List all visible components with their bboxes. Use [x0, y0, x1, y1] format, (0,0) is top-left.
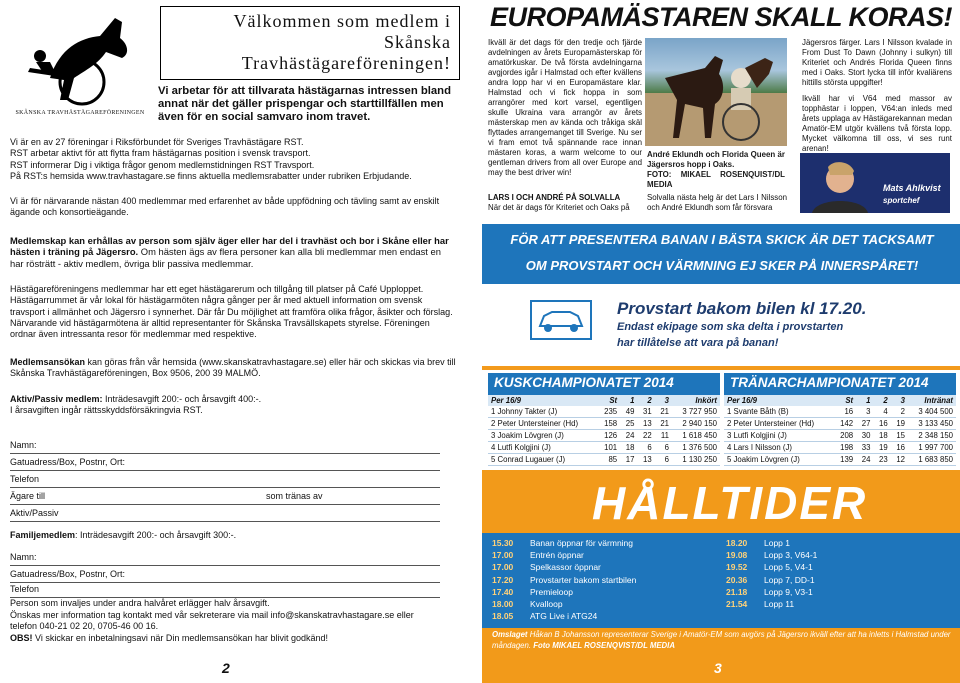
driver-championship-title: KUSKCHAMPIONATET 2014	[488, 373, 720, 395]
owners-room-paragraph: Hästägareföreningens medlemmar har ett eget hästägarerum och tillgång till platser på Café Upploppet. Hästägarrummet är vår lokal för hästägarmöten några gånger per år med aktuell information om svensk travsport i allmänhet och Jägersro i synnerhet. Där får Du möjlighet att framföra olika frågor, åsikter och förslag. Närvarande vid hästägarmötena är alltid representanter för Skånska Travsällskapets styrelse. Föreningen ordnar även intressanta resor för medlemmar med respektive.	[10, 284, 453, 340]
info-block	[10, 598, 456, 644]
rst-line: RST informerar Dig i viktiga frågor genom medlemstidningen RST Travsport.	[10, 159, 315, 170]
col-header: 3	[655, 395, 672, 406]
trainer-table	[724, 395, 956, 466]
table-row: 2 Peter Untersteiner (Hd) 142 27 16 19 3 133 450	[724, 418, 956, 430]
membership-paragraph	[10, 235, 456, 269]
application-bold: Medlemsansökan	[10, 357, 86, 367]
schedule-item: 17.00 Spelkassor öppnar	[492, 562, 601, 573]
rst-line: RST arbetar aktivt för att flytta fram hästägarnas position i svensk travsport.	[10, 148, 311, 159]
photo-caption: André Eklundh och Florida Queen är Jägersros hopp i Oaks. FOTO: MIKAEL ROSENQUIST/DL MEDIA	[647, 150, 785, 189]
col-header: Per 16/9	[724, 395, 834, 406]
schedule-item: 18.00 Kvalloop	[492, 599, 563, 610]
trainer-championship-title: TRÄNARCHAMPIONATET 2014	[724, 373, 956, 395]
family-bold: Familjemedlem	[10, 530, 76, 540]
schedule-left	[492, 537, 636, 622]
form-owner-field[interactable]: Ägare till som tränas av	[10, 491, 440, 505]
left-page	[0, 0, 462, 683]
article-column-2b: Solvalla nästa helg är det Lars I Nilsson och André Eklundh som får försvara	[647, 193, 787, 212]
obs-line: OBS! Vi skickar en inbetalningsavi när Din medlemsansökan har blivit godkänd!	[10, 632, 328, 643]
application-paragraph	[10, 357, 456, 380]
photo-credit: FOTO: MIKAEL ROSENQUIST/DL MEDIA	[647, 170, 785, 189]
table-row: 3 Joakim Lövgren (J) 126 24 22 11 1 618 450	[488, 430, 720, 442]
schedule-title: HÅLLTIDER	[592, 477, 868, 529]
form-trainer-label: som tränas av	[266, 491, 323, 501]
col-header: 3	[891, 395, 908, 406]
welcome-box	[160, 6, 460, 80]
driver-championship	[488, 373, 720, 466]
table-row: 5 Conrad Lugauer (J) 85 17 13 6 1 130 250	[488, 454, 720, 466]
col-header: 2	[873, 395, 890, 406]
schedule-item: 15.30 Banan öppnar för värmning	[492, 538, 634, 548]
col-header: 1	[620, 395, 637, 406]
col-header: Intränat	[908, 395, 956, 406]
schedule-item: 17.00 Entrén öppnar	[492, 550, 584, 561]
logo-caption: SKÅNSKA TRAVHÄSTÄGAREFÖRENINGEN	[15, 110, 145, 116]
schedule-item: 17.40 Premieloop	[492, 586, 573, 597]
provstart-sub-2: har tillåtelse att vara på banan!	[617, 337, 779, 349]
page-number-left: 2	[222, 660, 230, 676]
table-row: 1 Johnny Takter (J) 235 49 31 21 3 727 950	[488, 406, 720, 418]
membership-bold: Medlemskap kan erhållas av person som själv äger eller har del i travhäst och bor i Skåne eller har hästen i träning på Jägersro.	[10, 235, 449, 258]
schedule-item: 19.08 Lopp 3, V64-1	[726, 550, 818, 561]
article-column-1b: LARS I OCH ANDRÉ PÅ SOLVALLA När det är dags för Kriteriet och Oaks på	[488, 193, 642, 213]
schedule-item: 21.18 Lopp 9, V3-1	[726, 586, 813, 597]
schedule-right	[726, 537, 817, 610]
table-row: 3 Lutfi Kolgjini (J) 208 30 18 15 2 348 150	[724, 430, 956, 442]
provstart-sub-1: Endast ekipage som ska delta i provstarten	[617, 321, 844, 333]
form-active-passive-field[interactable]: Aktiv/Passiv	[10, 508, 440, 522]
membership-rest: Om hästen ägs av flera personer kan alla bli medlemmar men endast en har rösträtt - aktiv medlem, övriga blir passiva medlemmar.	[10, 246, 441, 269]
divider	[482, 366, 960, 370]
fee-paragraph	[10, 394, 456, 417]
info-line: Person som invaljes under andra halvåret erlägger halv årsavgift.	[10, 598, 270, 608]
welcome-line-2: Skånska	[384, 32, 451, 52]
table-row: 5 Joakim Lövgren (J) 139 24 23 12 1 683 850	[724, 454, 956, 466]
race-photo	[645, 38, 787, 146]
fee-bold: Aktiv/Passiv medlem:	[10, 394, 103, 404]
schedule-item: 19.52 Lopp 5, V4-1	[726, 562, 813, 573]
schedule-item: 17.20 Provstarter bakom startbilen	[492, 574, 637, 585]
portrait-name: Mats Ahlkvist	[883, 183, 941, 193]
portrait-role: sportchef	[883, 196, 920, 205]
fee-line-2: I årsavgiften ingår rättsskyddsförsäkringvia RST.	[10, 405, 203, 416]
banner-line-2: OM PROVSTART OCH VÄRMNING EJ SKER PÅ INNERSPÅRET!	[525, 258, 919, 273]
application-rest: kan göras från vår hemsida (www.skanskatravhastagare.se) eller här och skickas via brev till Skånska Travhästägareföreningen, Box 9506, 200 39 MALMÖ.	[10, 357, 456, 379]
cover-credit: Foto MIKAEL ROSENQVIST/DL MEDIA	[533, 640, 675, 650]
schedule-item: 18.05 ATG Live i ATG24	[492, 611, 598, 622]
banner-line-1: FÖR ATT PRESENTERA BANAN I BÄSTA SKICK ÄR DET TACKSAMT	[510, 232, 934, 247]
members-paragraph: Vi är för närvarande nästan 400 medlemmar med erfarenhet av både uppfödning och tävling samt av enskilt ägande och konsortieägande.	[10, 196, 440, 218]
schedule-item: 18.20 Lopp 1	[726, 538, 790, 548]
form2-address-field[interactable]: Gatuadress/Box, Postnr, Ort:	[10, 569, 440, 583]
pace-car-icon	[530, 300, 592, 340]
family-member-text	[10, 530, 236, 540]
page-number-right: 3	[714, 660, 722, 676]
intro-text: Vi arbetar för att tillvarata hästägarnas intressen bland annat när det gäller prispengar och starttillfällen men även för en social samvaro inom travet.	[158, 85, 451, 123]
schedule-item: 21.54 Lopp 11	[726, 599, 795, 610]
article-column-1: Ikväll är det dags för den tredje och fjärde avdelningen av årets Europamästerskap för amatörkuskar. De två första avdelningarna avgjordes igår i Halmstad och efter kvällens andra lopp har vi en Europamästare klar. Halmstad och vi fick hoppa in som arrangörer med kort varsel, egentligen skulle Ukraina vara arrangör av årets mästerskap men av kända och tråkiga skäl flyttades arrangemanget till Sverige. Nu ser vi fram emot två spännande race innan mästaren koras, a warm welcome to our gentleman drivers from all over Europe and may the best driver win!	[488, 38, 642, 177]
welcome-line-1: Välkommen som medlem i	[233, 11, 451, 31]
article-column-3: Jägersros färger. Lars I Nilsson kvalade in From Dust To Dawn (Johnny i sulkyn) till Kriteriet och Andrés Florida Queen finns med i Oaks. Stort lycka till inför kvaliärens hittills största uppgifter! Ikväll har vi V64 med massor av topphästar i loppen, V64:an inleds med årets upplaga av Hästägarekannan medan Amatör-EM utgör kvällens två första lopp. Mycket välkomna till oss, vi ses runt arenan!	[802, 38, 952, 153]
schedule-item: 20.36 Lopp 7, DD-1	[726, 574, 815, 585]
form2-phone-field[interactable]: Telefon	[10, 584, 440, 598]
info-line: telefon 040-21 02 20, 0705-46 00 16.	[10, 621, 159, 631]
table-row: 2 Peter Untersteiner (Hd) 158 25 13 21 2 940 150	[488, 418, 720, 430]
form-address-field[interactable]: Gatuadress/Box, Postnr, Ort:	[10, 457, 440, 471]
right-page	[482, 0, 960, 683]
fee-rest: Inträdesavgift 200:- och årsavgift 400:-.	[102, 394, 262, 404]
horse-logo	[10, 8, 150, 108]
col-header: St	[598, 395, 620, 406]
driver-table	[488, 395, 720, 466]
table-row: 1 Svante Båth (B) 16 3 4 2 3 404 500	[724, 406, 956, 418]
form-phone-field[interactable]: Telefon	[10, 474, 440, 488]
page-title: EUROPAMÄSTAREN SKALL KORAS!	[490, 2, 953, 32]
table-row: 4 Lars I Nilsson (J) 198 33 19 16 1 997 700	[724, 442, 956, 454]
col-header: 2	[637, 395, 654, 406]
trainer-championship	[724, 373, 956, 466]
cover-caption: Omslaget Håkan B Johansson representerar Sverige i Amatör-EM som avgörs på Jägersro ikväll efter att ha inletts i Halmstad under måndagen. Foto MIKAEL ROSENQVIST/DL MEDIA	[492, 630, 951, 650]
rst-line: Vi är en av 27 föreningar i Riksförbundet för Sveriges Travhästägare RST.	[10, 137, 304, 147]
col-header: St	[834, 395, 856, 406]
welcome-line-3: Travhästägareföreningen!	[241, 53, 451, 73]
family-rest: : Inträdesavgift 200:- och årsavgift 300:-.	[75, 530, 237, 540]
col-header: 1	[856, 395, 873, 406]
col-header: Per 16/9	[488, 395, 598, 406]
form-name-field[interactable]: Namn:	[10, 440, 440, 454]
table-row: 4 Lutfi Kolgjini (J) 101 18 6 6 1 376 500	[488, 442, 720, 454]
rst-paragraph	[10, 137, 456, 182]
form2-name-field[interactable]: Namn:	[10, 552, 440, 566]
col-header: Inkört	[672, 395, 720, 406]
info-line: Önskas mer information tag kontakt med vår sekreterare via mail info@skanskatravhastagare.se eller	[10, 609, 414, 620]
subheading: LARS I OCH ANDRÉ PÅ SOLVALLA	[488, 193, 621, 202]
provstart-title: Provstart bakom bilen kl 17.20.	[617, 299, 867, 318]
rst-line: På RST:s hemsida www.travhastagare.se finns aktuella medlemsrabatter under rubriken Erbjudande.	[10, 170, 412, 181]
